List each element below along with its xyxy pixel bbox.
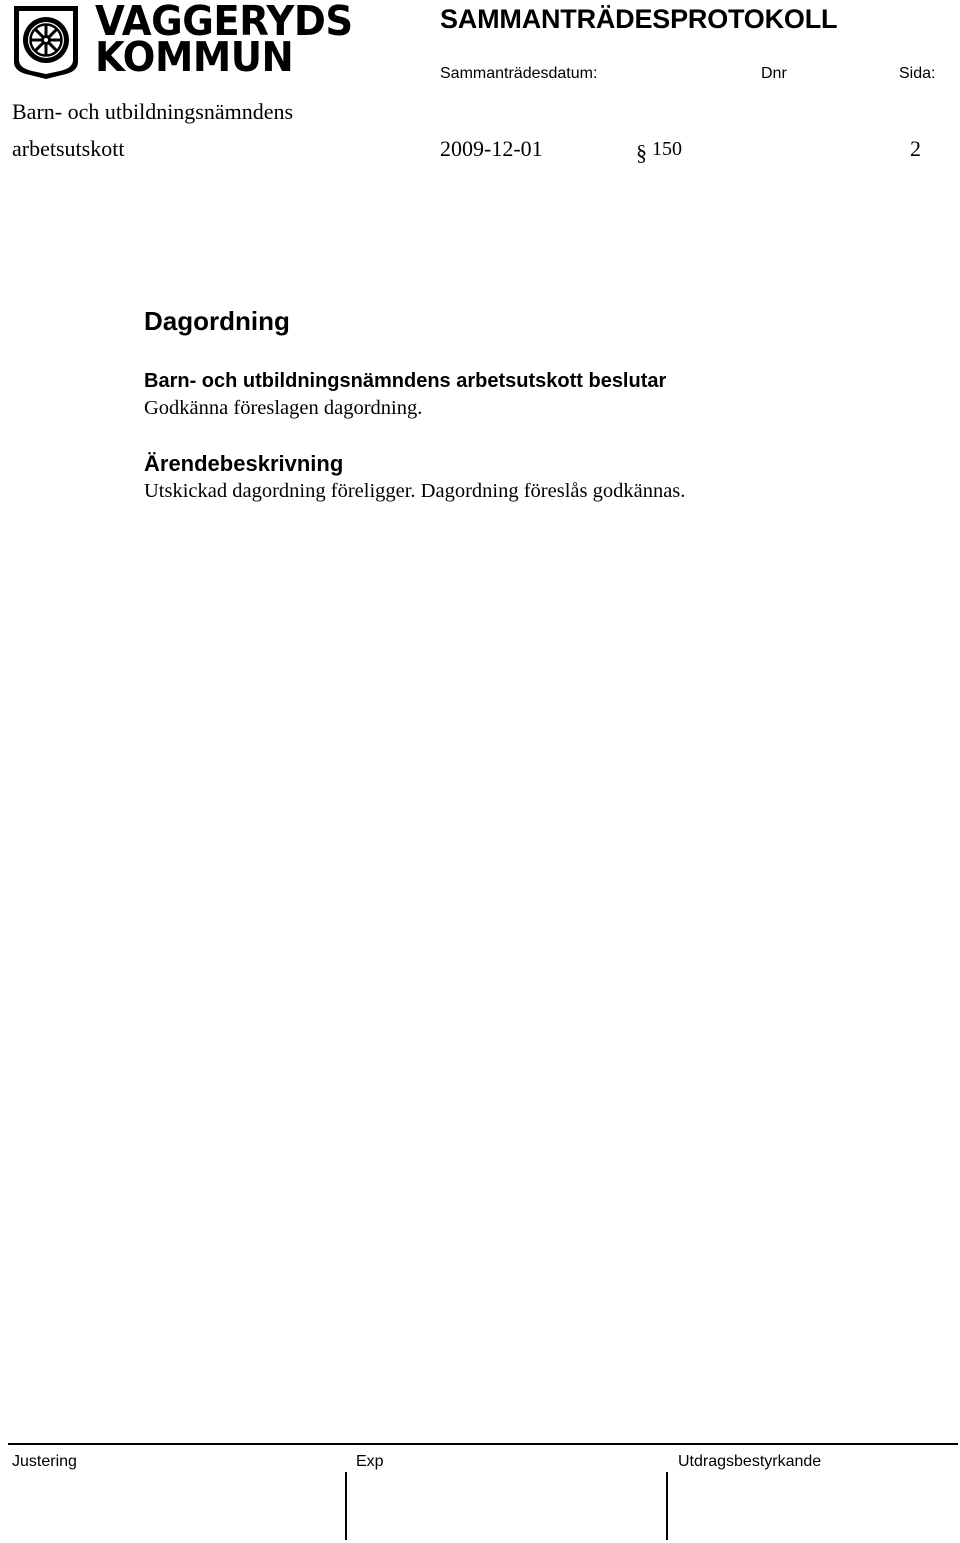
logo-wordmark-line1: VAGGERYDS	[95, 0, 353, 45]
footer-divider	[8, 1443, 958, 1445]
decision-text: Godkänna föreslagen dagordning.	[144, 397, 423, 419]
footer-justering-label: Justering	[12, 1453, 77, 1470]
description-text: Utskickad dagordning föreligger. Dagordning föreslås godkännas.	[144, 480, 686, 502]
wheel-emblem-icon	[12, 4, 80, 80]
dnr-label: Dnr	[761, 65, 787, 82]
footer-exp-label: Exp	[356, 1453, 384, 1470]
paragraph-sign: §	[636, 140, 647, 165]
footer-utdrag-label: Utdragsbestyrkande	[678, 1453, 822, 1470]
meeting-date-label: Sammanträdesdatum:	[440, 65, 598, 82]
description-heading: Ärendebeskrivning	[144, 451, 344, 476]
page-label: Sida:	[899, 65, 936, 82]
section-title: Dagordning	[144, 306, 290, 336]
footer-column-divider	[666, 1472, 668, 1540]
dnr-value: 150	[652, 138, 682, 160]
decision-heading: Barn- och utbildningsnämndens arbetsutskott beslutar	[144, 370, 667, 392]
document-title: SAMMANTRÄDESPROTOKOLL	[440, 4, 838, 34]
page-number: 2	[910, 136, 921, 161]
footer-column-divider	[345, 1472, 347, 1540]
organization-name-line1: Barn- och utbildningsnämndens	[12, 99, 294, 124]
organization-name-line2: arbetsutskott	[12, 136, 125, 161]
meeting-date: 2009-12-01	[440, 136, 543, 161]
logo-wordmark-line2: KOMMUN	[95, 33, 294, 81]
